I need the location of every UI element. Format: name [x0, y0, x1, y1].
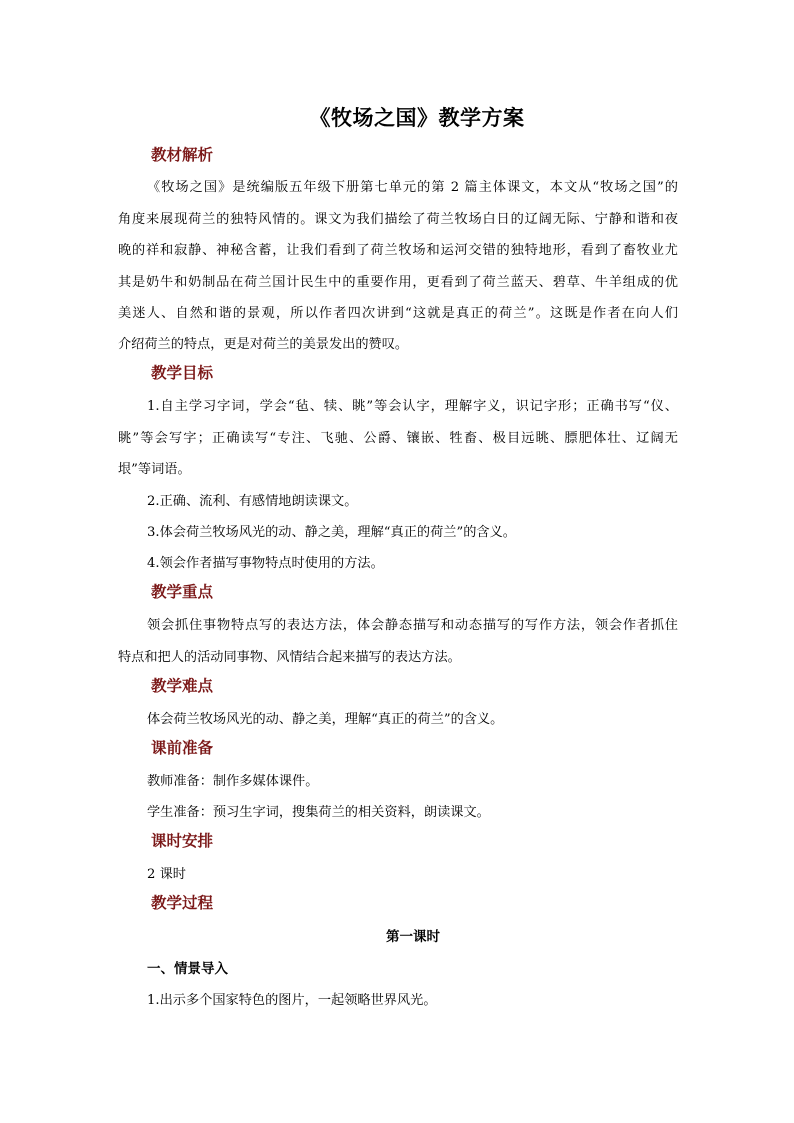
goals-line-1: 1.自主学习字词，学会“毡、犊、眺”等会认字，理解字义，识记字形；正确书写“仪、	[147, 399, 678, 414]
key-points-line-2: 特点和把人的活动同事物、风情结合起来描写的表达方法。	[118, 650, 461, 665]
preparation-line-1: 教师准备：制作多媒体课件。	[147, 774, 319, 789]
difficulties-line-1: 体会荷兰牧场风光的动、静之美，理解“真正的荷兰”的含义。	[147, 712, 504, 727]
heading-analysis: 教材解析	[151, 145, 214, 164]
goals-line-5: 3.体会荷兰牧场风光的动、静之美，理解“真正的荷兰”的含义。	[147, 525, 516, 540]
step-title: 一、情景导入	[147, 961, 228, 977]
lesson-title: 第一课时	[386, 929, 440, 945]
goals-line-4: 2.正确、流利、有感情地朗读课文。	[147, 494, 358, 509]
analysis-line-5: 美迷人、自然和谐的景观，所以作者四次讲到“这就是真正的荷兰”。这既是作者在向人们	[118, 306, 678, 321]
goals-line-2: 眺”等会写字；正确读写“专注、飞驰、公爵、镶嵌、牲畜、极目远眺、膘肥体壮、辽阔无	[118, 431, 678, 446]
analysis-line-2: 角度来展现荷兰的独特风情的。课文为我们描绘了荷兰牧场白日的辽阔无际、宁静和谐和夜	[118, 212, 678, 227]
analysis-line-4: 其是奶牛和奶制品在荷兰国计民生中的重要作用，更看到了荷兰蓝天、碧草、牛羊组成的优	[118, 275, 678, 290]
goals-line-3: 垠”等词语。	[118, 462, 191, 477]
heading-goals: 教学目标	[151, 363, 214, 382]
preparation-line-2: 学生准备：预习生字词，搜集荷兰的相关资料，朗读课文。	[147, 805, 490, 820]
analysis-line-1: 《牧场之国》是统编版五年级下册第七单元的第 2 篇主体课文，本文从“牧场之国”的	[147, 180, 678, 195]
heading-difficulties: 教学难点	[151, 676, 214, 695]
goals-line-6: 4.领会作者描写事物特点时使用的方法。	[147, 556, 384, 571]
heading-schedule: 课时安排	[151, 831, 214, 850]
heading-process: 教学过程	[151, 893, 214, 912]
analysis-line-6: 介绍荷兰的特点，更是对荷兰的美景发出的赞叹。	[118, 337, 409, 352]
heading-preparation: 课前准备	[151, 738, 214, 757]
analysis-line-3: 晚的祥和寂静、神秘含蓄，让我们看到了荷兰牧场和运河交错的独特地形，看到了畜牧业尤	[118, 243, 678, 258]
schedule-line-1: 2 课时	[147, 867, 186, 882]
document-title: 《牧场之国》教学方案	[309, 105, 525, 130]
process-line-1: 1.出示多个国家特色的图片，一起领略世界风光。	[147, 993, 437, 1008]
heading-key-points: 教学重点	[151, 582, 214, 601]
key-points-line-1: 领会抓住事物特点写的表达方法，体会静态描写和动态描写的写作方法，领会作者抓住	[147, 618, 678, 633]
